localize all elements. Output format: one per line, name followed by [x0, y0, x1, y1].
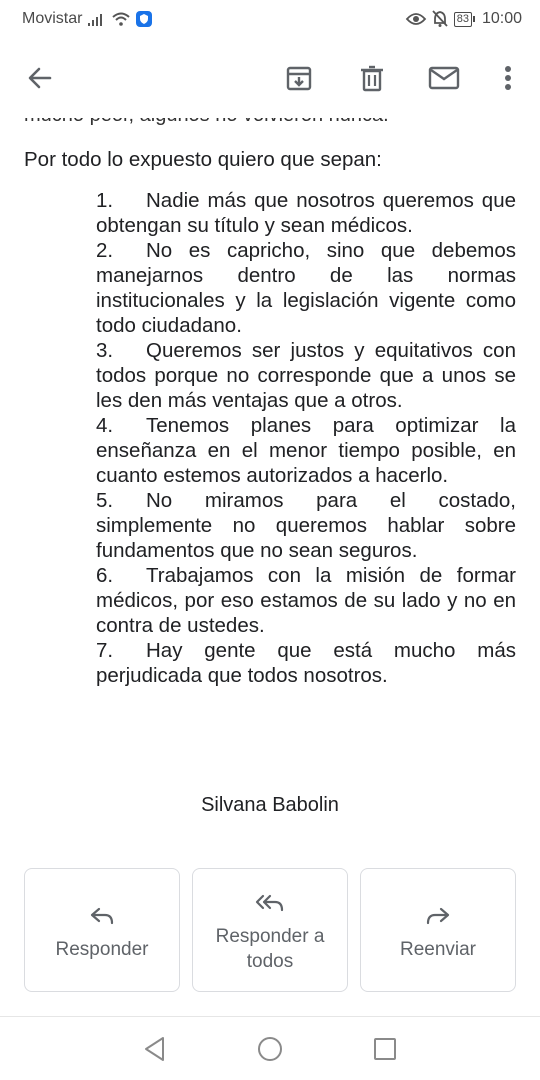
- status-right: [406, 10, 522, 28]
- reply-button[interactable]: [24, 868, 180, 992]
- archive-button[interactable]: [279, 58, 319, 98]
- list-item: [96, 188, 516, 238]
- list-item-number: 6.: [96, 564, 114, 587]
- more-vert-icon: [504, 64, 512, 92]
- numbered-list: [96, 188, 516, 688]
- nav-recents-icon[interactable]: [373, 1037, 397, 1061]
- list-item: [96, 413, 516, 488]
- archive-icon: [285, 64, 313, 92]
- list-item: [96, 638, 516, 688]
- forward-icon: [425, 906, 451, 926]
- list-item-text: Nadie más que nosotros queremos que obtengan su título y sean médicos.: [96, 189, 516, 237]
- nav-back-icon[interactable]: [143, 1036, 167, 1062]
- notifications-off-icon: [432, 10, 448, 28]
- list-item-number: 5.: [96, 489, 114, 512]
- list-item-text: Tenemos planes para optimizar la enseñanza en el menor tiempo posible, en cuanto estemos autorizados a hacerlo.: [96, 414, 516, 487]
- reply-all-button[interactable]: [192, 868, 348, 992]
- eye-icon: [406, 12, 426, 26]
- list-item-text: Trabajamos con la misión de formar médicos, por eso estamos de su lado y no en contra de ustedes.: [96, 564, 516, 637]
- list-item-number: 7.: [96, 639, 114, 662]
- email-body: [0, 118, 540, 858]
- list-item-text: No es capricho, sino que debemos manejarnos dentro de las normas institucionales y la legislación vigente como todo ciudadano.: [96, 239, 516, 337]
- nav-home-icon[interactable]: [257, 1036, 283, 1062]
- signal-icon: [88, 12, 106, 26]
- reply-actions: [24, 868, 516, 992]
- delete-button[interactable]: [352, 58, 392, 98]
- clock: 10:00: [481, 10, 522, 27]
- reply-icon: [89, 906, 115, 926]
- system-nav-bar: [0, 1016, 540, 1080]
- list-item: [96, 338, 516, 413]
- carrier-label: Movistar: [22, 10, 83, 27]
- forward-label: Reenviar: [399, 938, 477, 960]
- list-item-number: 1.: [96, 189, 114, 212]
- list-item-number: 2.: [96, 239, 114, 262]
- delete-icon: [358, 64, 386, 92]
- reply-all-icon: [255, 893, 285, 913]
- list-item-text: No miramos para el costado, simplemente no queremos hablar sobre fundamentos que no sean seguros.: [96, 489, 516, 562]
- shield-app-icon: [136, 11, 152, 27]
- status-bar: [0, 0, 540, 38]
- status-left: [22, 10, 152, 28]
- list-item: [96, 488, 516, 563]
- back-button[interactable]: [20, 58, 60, 98]
- reply-all-label: Responder a todos: [215, 926, 325, 972]
- battery-indicator: 83: [454, 12, 472, 27]
- mail-unread-icon: [428, 65, 460, 91]
- list-item-number: 3.: [96, 339, 114, 362]
- signature: Silvana Babolin: [201, 794, 339, 816]
- list-item: [96, 563, 516, 638]
- list-item-number: 4.: [96, 414, 114, 437]
- list-item: [96, 238, 516, 338]
- mark-unread-button[interactable]: [424, 58, 464, 98]
- list-item-text: Hay gente que está mucho más perjudicada que todos nosotros.: [96, 639, 516, 687]
- intro-text: Por todo lo expuesto quiero que sepan:: [24, 148, 382, 171]
- more-options-button[interactable]: [488, 58, 528, 98]
- app-toolbar: [0, 38, 540, 118]
- back-arrow-icon: [26, 64, 54, 92]
- list-item-text: Queremos ser justos y equitativos con todos porque no corresponde que a unos se les den más ventajas que a otros.: [96, 339, 516, 412]
- reply-label: Responder: [55, 938, 149, 960]
- wifi-icon: [112, 12, 130, 26]
- forward-button[interactable]: [360, 868, 516, 992]
